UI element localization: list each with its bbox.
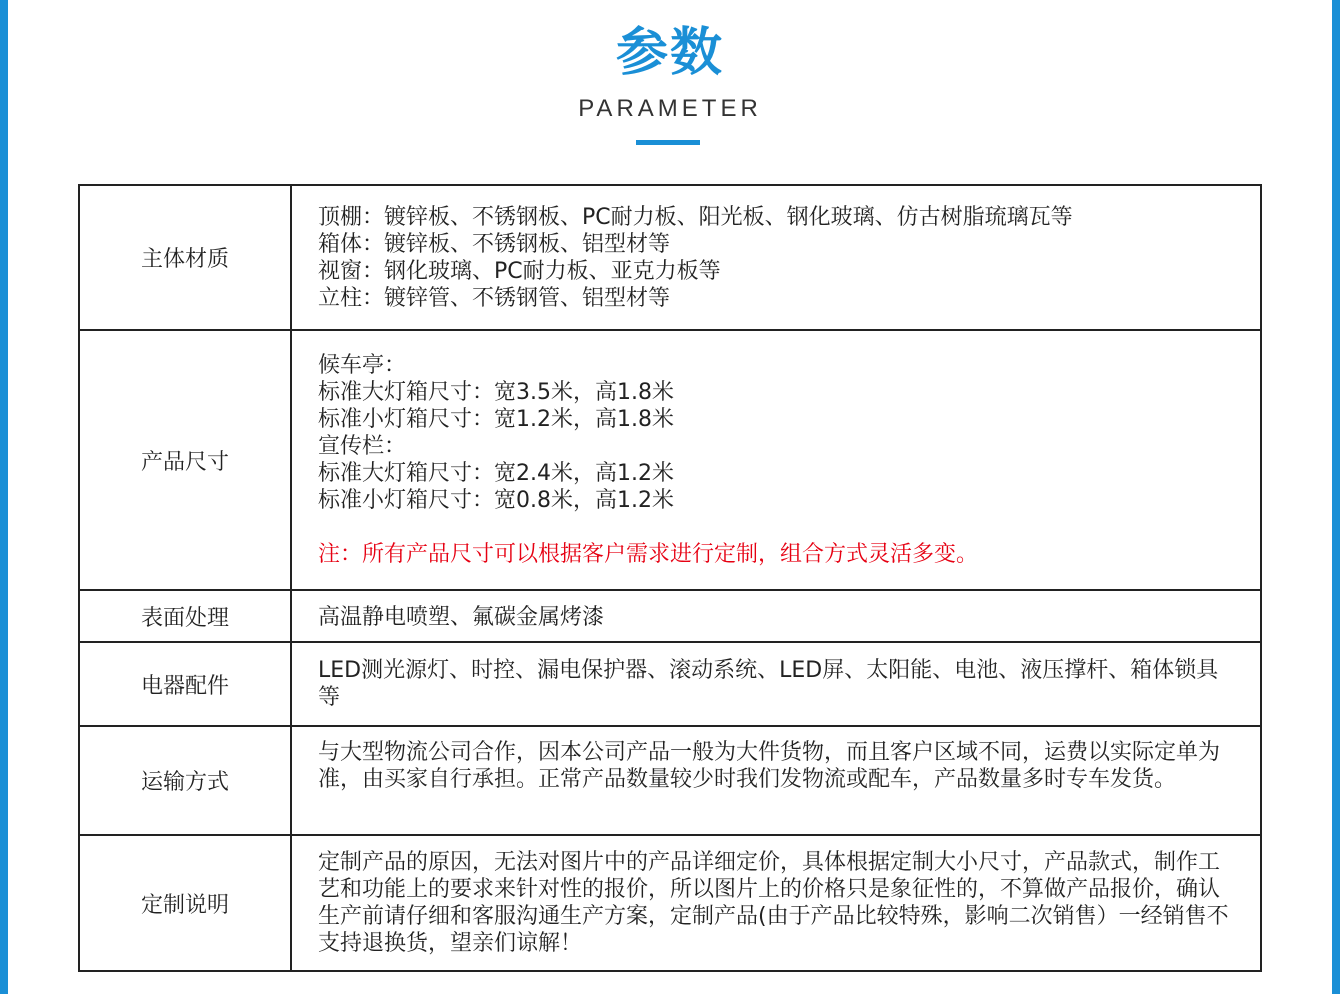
- size-line: 标准大灯箱尺寸：宽3.5米，高1.8米: [318, 380, 674, 405]
- custom-text: 定制产品的原因，无法对图片中的产品详细定价，具体根据定制大小尺寸，产品款式，制作工艺和功能上的要求来针对性的报价，所以图片上的价格只是象征性的，不算做产品报价，确认生产前请仔细和客服沟通生产方案，定制产品(由于产品比较特殊，影响二次销售）一经销售不支持退换货，望亲们谅解！: [318, 850, 1229, 956]
- table-row-custom: [80, 836, 1260, 970]
- title-underline: [636, 140, 700, 145]
- table-row-electrical: [80, 643, 1260, 727]
- table-row-size: [80, 331, 1260, 591]
- size-line: 标准小灯箱尺寸：宽0.8米，高1.2米: [318, 488, 674, 513]
- surface-text: 高温静电喷塑、氟碳金属烤漆: [318, 605, 605, 630]
- size-line: 标准大灯箱尺寸：宽2.4米，高1.2米: [318, 461, 674, 486]
- row-label-custom: 定制说明: [80, 836, 292, 970]
- row-label-material: 主体材质: [80, 186, 292, 329]
- size-line: 标准小灯箱尺寸：宽1.2米，高1.8米: [318, 407, 674, 432]
- material-line: 顶棚：镀锌板、不锈钢板、PC耐力板、阳光板、钢化玻璃、仿古树脂琉璃瓦等: [318, 205, 1073, 230]
- page-title: 参数: [615, 23, 724, 83]
- material-line: 立柱：镀锌管、不锈钢管、铝型材等: [318, 286, 671, 311]
- parameter-table: [78, 184, 1262, 972]
- shipping-text: 与大型物流公司合作，因本公司产品一般为大件货物，而且客户区域不同，运费以实际定单为准，由买家自行承担。正常产品数量较少时我们发物流或配车，产品数量多时专车发货。: [318, 740, 1221, 792]
- size-note: 注：所有产品尺寸可以根据客户需求进行定制，组合方式灵活多变。: [318, 542, 979, 567]
- row-label-shipping: 运输方式: [80, 727, 292, 834]
- electrical-text: LED测光源灯、时控、漏电保护器、滚动系统、LED屏、太阳能、电池、液压撑杆、箱体锁具等: [318, 658, 1219, 710]
- row-content-material: [318, 186, 1240, 329]
- size-line: 候车亭：: [318, 353, 407, 378]
- row-label-surface: 表面处理: [80, 591, 292, 641]
- row-label-electrical: 电器配件: [80, 643, 292, 725]
- table-row-shipping: [80, 727, 1260, 836]
- row-content-electrical: [318, 643, 1240, 725]
- row-content-custom: [318, 836, 1240, 970]
- row-content-size: [318, 331, 1240, 589]
- row-content-shipping: [318, 727, 1240, 834]
- material-line: 箱体：镀锌板、不锈钢板、铝型材等: [318, 232, 671, 257]
- row-label-size: 产品尺寸: [80, 331, 292, 589]
- material-line: 视窗：钢化玻璃、PC耐力板、亚克力板等: [318, 259, 721, 284]
- left-accent-bar: [0, 0, 8, 994]
- table-row-material: [80, 186, 1260, 331]
- table-row-surface: [80, 591, 1260, 643]
- row-content-surface: [318, 591, 1240, 641]
- size-line: 宣传栏：: [318, 434, 407, 459]
- page-subtitle: PARAMETER: [578, 95, 762, 122]
- right-accent-bar: [1332, 0, 1340, 994]
